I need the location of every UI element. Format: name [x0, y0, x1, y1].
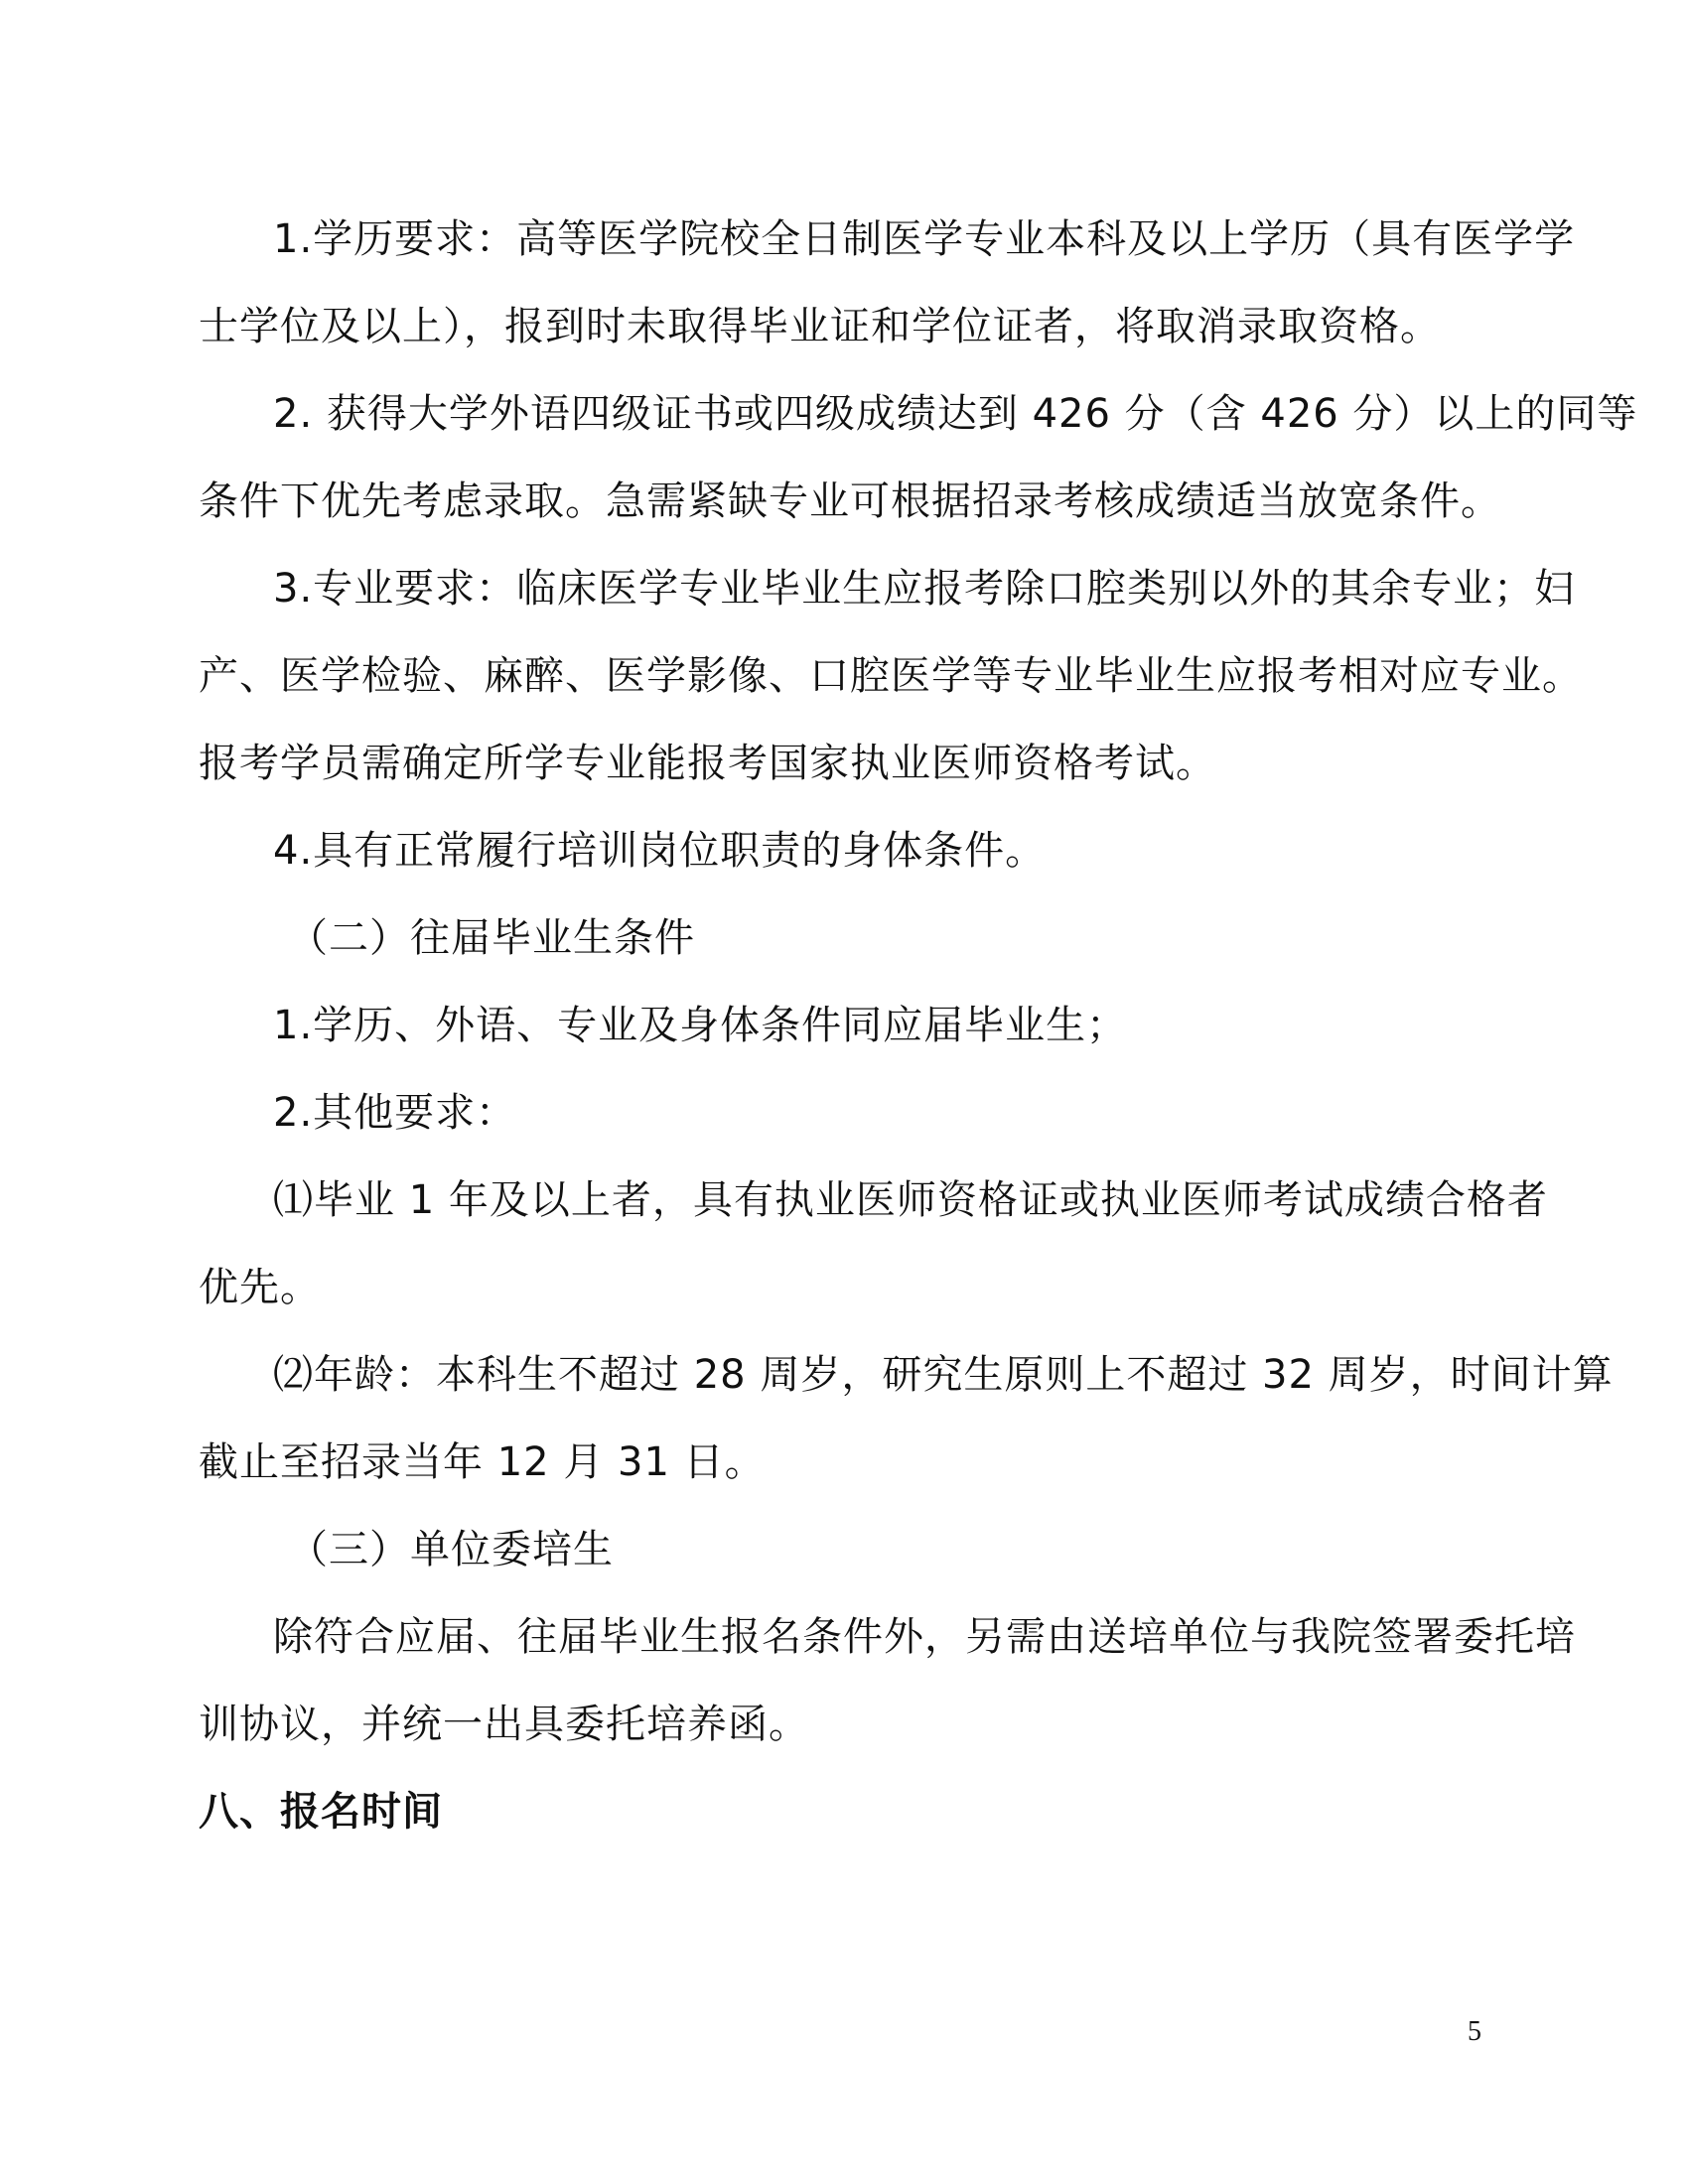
paragraph-line-18: 训协议，并统一出具委托培养函。	[199, 1702, 809, 1747]
paragraph-line-7: 报考学员需确定所学专业能报考国家执业医师资格考试。	[199, 741, 1216, 786]
paragraph-line-17: 除符合应届、往届毕业生报名条件外，另需由送培单位与我院签署委托培	[273, 1614, 1576, 1660]
paragraph-line-12: ⑴毕业 1 年及以上者，具有执业医师资格证或执业医师考试成绩合格者	[273, 1177, 1548, 1223]
section-heading-3: （三）单位委培生	[288, 1527, 614, 1572]
paragraph-line-2: 士学位及以上），报到时未取得毕业证和学位证者，将取消录取资格。	[199, 304, 1441, 349]
chapter-heading-8: 八、报名时间	[199, 1789, 443, 1835]
section-heading-2: （二）往届毕业生条件	[288, 915, 695, 961]
page-number: 5	[1468, 2016, 1481, 2047]
paragraph-line-10: 1.学历、外语、专业及身体条件同应届毕业生；	[273, 1003, 1128, 1048]
paragraph-line-5: 3.专业要求：临床医学专业毕业生应报考除口腔类别以外的其余专业；妇	[273, 566, 1576, 612]
paragraph-line-1: 1.学历要求：高等医学院校全日制医学专业本科及以上学历（具有医学学	[273, 216, 1576, 262]
paragraph-line-11: 2.其他要求：	[273, 1090, 517, 1136]
paragraph-line-13: 优先。	[199, 1265, 321, 1310]
paragraph-line-15: 截止至招录当年 12 月 31 日。	[199, 1439, 766, 1485]
paragraph-line-14: ⑵年龄：本科生不超过 28 周岁，研究生原则上不超过 32 周岁，时间计算	[273, 1352, 1614, 1398]
paragraph-line-3: 2. 获得大学外语四级证书或四级成绩达到 426 分（含 426 分）以上的同等	[273, 391, 1638, 437]
paragraph-line-6: 产、医学检验、麻醉、医学影像、口腔医学等专业毕业生应报考相对应专业。	[199, 653, 1583, 699]
paragraph-line-4: 条件下优先考虑录取。急需紧缺专业可根据招录考核成绩适当放宽条件。	[199, 478, 1501, 524]
paragraph-line-8: 4.具有正常履行培训岗位职责的身体条件。	[273, 828, 1047, 874]
